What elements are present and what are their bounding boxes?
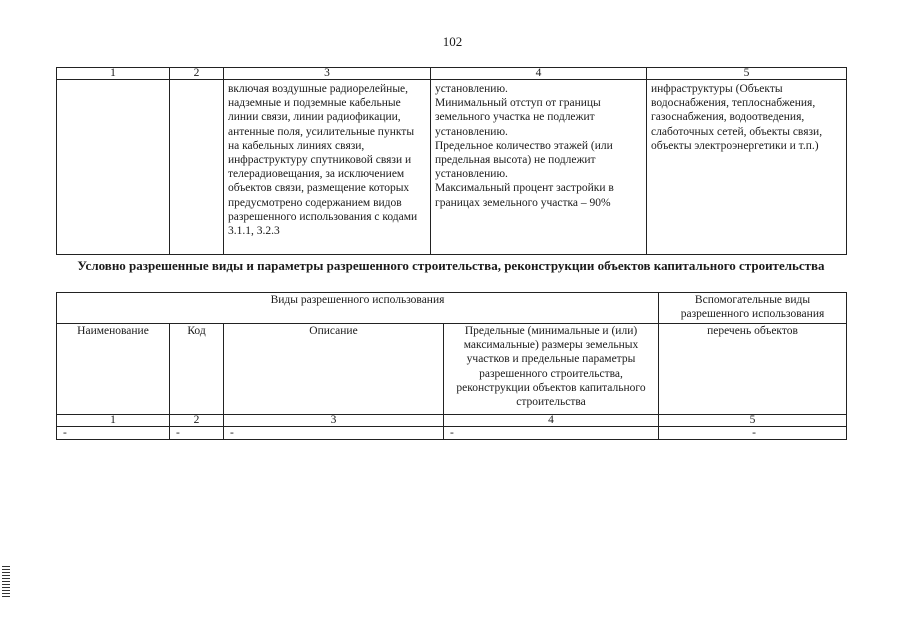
empty-value-cell: - <box>57 427 170 440</box>
column-number: 5 <box>659 415 847 427</box>
section-heading: Условно разрешенные виды и параметры разрешенного строительства, реконструкции объектов капитального строительства <box>77 258 825 273</box>
column-header-code: Код <box>170 324 224 415</box>
column-number: 2 <box>170 415 224 427</box>
parameter-line: установлению. <box>435 83 508 95</box>
auxiliary-objects-cell: инфраструктуры (Объекты водоснабжения, теплоснабжения, газоснабжения, водоотведения, слаботочных сетей, объекты связи, объекты электроэнергетики и т.п.) <box>647 80 847 255</box>
conditional-uses-table <box>56 292 847 440</box>
auxiliary-uses-header: Вспомогательные виды разрешенного использования <box>659 293 847 324</box>
table-row <box>57 427 847 440</box>
group-header-row <box>57 293 847 324</box>
page-number: 102 <box>442 34 463 49</box>
column-header-description: Описание <box>224 324 444 415</box>
empty-value-cell: - <box>170 427 224 440</box>
permitted-uses-header: Виды разрешенного использования <box>57 293 659 324</box>
parameter-line: Максимальный процент застройки в границах земельного участка – 90% <box>435 182 614 209</box>
column-number: 4 <box>431 68 647 80</box>
column-number-row <box>57 415 847 427</box>
binding-margin-marks <box>2 566 10 598</box>
parameter-line: Предельное количество этажей (или предельная высота) не подлежит установлению. <box>435 139 613 181</box>
column-header-row <box>57 324 847 415</box>
column-header-parameters: Предельные (минимальные и (или) максимальные) размеры земельных участков и предельные параметры разрешенного строительства, реконструкции объектов капитального строительства <box>444 324 659 415</box>
empty-value-cell: - <box>224 427 444 440</box>
continuation-table <box>56 67 847 255</box>
empty-value-cell: - <box>444 427 659 440</box>
column-number: 5 <box>647 68 847 80</box>
name-cell <box>57 80 170 255</box>
code-cell <box>170 80 224 255</box>
column-number: 4 <box>444 415 659 427</box>
column-number: 3 <box>224 68 431 80</box>
column-number: 1 <box>57 68 170 80</box>
column-number: 2 <box>170 68 224 80</box>
parameters-cell <box>431 80 647 255</box>
parameter-line: Минимальный отступ от границы земельного участка не подлежит установлению. <box>435 97 601 138</box>
column-header-objects: перечень объектов <box>659 324 847 415</box>
description-cell: включая воздушные радиорелейные, надземные и подземные кабельные линии связи, линии радиофикации, антенные поля, усилительные пункты на кабельных линиях связи, инфраструктуру спутниковой связи и телерадиовещания, за исключением объектов связи, размещение которых предусмотрено содержанием видов разрешенного использования с кодами 3.1.1, 3.2.3 <box>224 80 431 255</box>
table-header-row <box>57 68 847 80</box>
empty-value-cell: - <box>659 427 847 440</box>
column-header-name: Наименование <box>57 324 170 415</box>
column-number: 3 <box>224 415 444 427</box>
table-row <box>57 80 847 255</box>
column-number: 1 <box>57 415 170 427</box>
